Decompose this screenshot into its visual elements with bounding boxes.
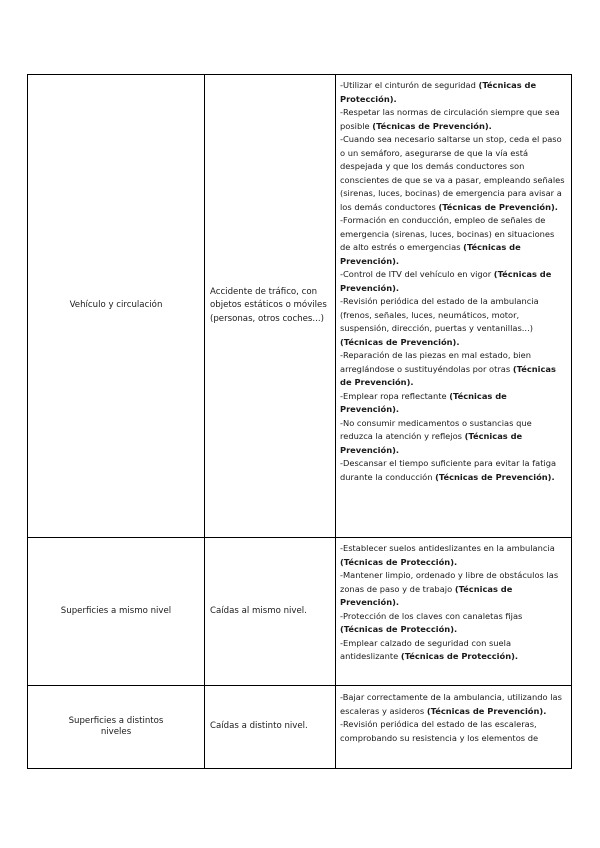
hazard-cell: Superficies a distintos niveles (28, 686, 205, 769)
technique-label: (Técnicas de Prevención). (340, 583, 513, 607)
technique-label: (Técnicas de Protección). (340, 624, 458, 634)
technique-label: (Técnicas de Prevención). (340, 363, 556, 387)
measures-cell (336, 75, 572, 538)
measure-item: -Formación en conducción, empleo de señales de emergencia (sirenas, luces, bocinas) en situaciones de alto estrés o emergencias (Técnicas de Prevención). (340, 215, 555, 266)
technique-label: (Técnicas de Prevención). (340, 269, 552, 293)
technique-label: (Técnicas de Prevención). (438, 201, 558, 212)
technique-label: (Técnicas de Prevención). (340, 431, 523, 455)
technique-label: (Técnicas de Prevención). (372, 120, 492, 131)
technique-label: (Técnicas de Protección). (340, 556, 458, 567)
measure-item: -Emplear calzado de seguridad con suela antideslizante (Técnicas de Protección). (340, 637, 519, 661)
technique-label: (Técnicas de Prevención). (340, 390, 507, 414)
table-row (28, 538, 572, 686)
measure-item: -Emplear ropa reflectante (Técnicas de Prevención). (340, 390, 507, 414)
measure-item: -Bajar correctamente de la ambulancia, utilizando las escaleras y asideros (Técnicas de Prevención). (340, 692, 562, 716)
measure-item: -Cuando sea necesario saltarse un stop, ceda el paso o un semáforo, asegurarse de que la vía está despejada y que los demás conductores son conscientes de que se va a pasar, empleando señales (sirenas, luces, bocinas) de emergencia para avisar a los demás conductores (Técnicas de Prevención). (340, 134, 565, 212)
technique-label: (Técnicas de Protección). (340, 80, 537, 104)
measures-cell (336, 538, 572, 686)
measure-item: -No consumir medicamentos o sustancias que reduzca la atención y reflejos (Técnicas de Prevención). (340, 417, 532, 455)
technique-label: (Técnicas de Prevención). (340, 242, 521, 266)
technique-label: (Técnicas de Prevención). (340, 336, 460, 347)
table-row (28, 75, 572, 538)
measure-item: -Mantener limpio, ordenado y libre de obstáculos las zonas de paso y de trabajo (Técnicas de Prevención). (340, 570, 559, 607)
measure-item: -Protección de los claves con canaletas fijas (Técnicas de Protección). (340, 610, 523, 634)
measure-item: -Respetar las normas de circulación siempre que sea posible (Técnicas de Prevención). (340, 107, 560, 131)
measure-item: -Utilizar el cinturón de seguridad (Técnicas de Protección). (340, 80, 537, 104)
hazard-cell: Vehículo y circulación (28, 75, 205, 538)
technique-label: (Técnicas de Prevención). (435, 471, 555, 482)
technique-label: (Técnicas de Protección). (400, 651, 519, 661)
technique-label: (Técnicas de Prevención). (426, 705, 547, 716)
measure-item: -Revisión periódica del estado de la ambulancia (frenos, señales, luces, neumáticos, motor, suspensión, dirección, puertas y ventanillas...) (Técnicas de Prevención). (340, 296, 539, 347)
hazard-cell: Superficies a mismo nivel (28, 538, 205, 686)
risk-cell: Caídas a distinto nivel. (205, 686, 336, 769)
risk-cell: Caídas al mismo nivel. (205, 538, 336, 686)
measures-cell (336, 686, 572, 769)
risk-cell: Accidente de tráfico, con objetos estáticos o móviles (personas, otros coches...) (205, 75, 336, 538)
risk-assessment-table (27, 74, 572, 769)
measure-item: -Reparación de las piezas en mal estado, bien arreglándose o sustituyéndolas por otras (Técnicas de Prevención). (340, 350, 556, 387)
table-row (28, 686, 572, 769)
measure-item: -Revisión periódica del estado de las escaleras, comprobando su resistencia y los elementos de (340, 719, 539, 743)
measure-item: -Establecer suelos antideslizantes en la ambulancia (Técnicas de Protección). (340, 543, 555, 567)
measure-item: -Descansar el tiempo suficiente para evitar la fatiga durante la conducción (Técnicas de Prevención). (340, 458, 557, 482)
measure-item: -Control de ITV del vehículo en vigor (Técnicas de Prevención). (340, 269, 552, 293)
